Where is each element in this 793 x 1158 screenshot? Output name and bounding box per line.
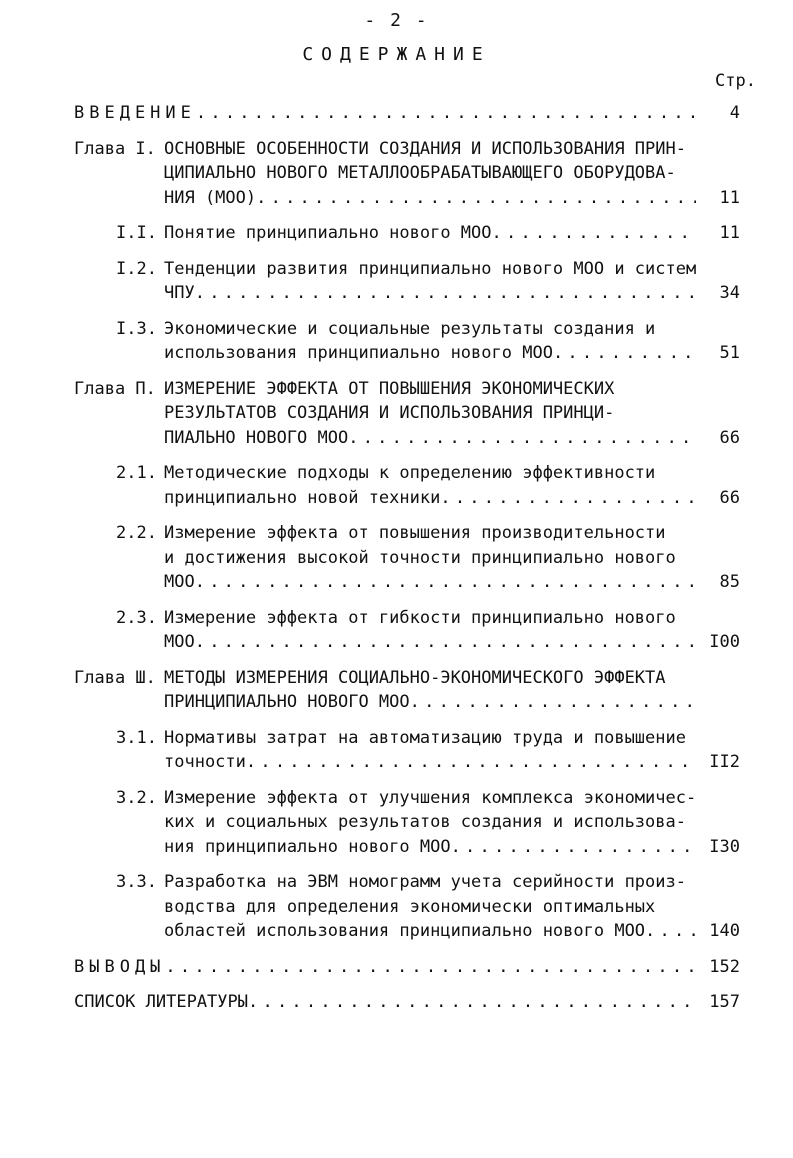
toc-entry-line: Измерение эффекта от повышения производительности [164, 523, 666, 543]
toc-entry-last-line [164, 630, 740, 655]
toc-entry-text [164, 870, 740, 944]
toc-entry-number: I.2. [116, 258, 157, 279]
toc-entry [74, 101, 740, 126]
toc-entry-last-line [164, 750, 740, 775]
toc-entry-line: РЕЗУЛЬТАТОВ СОЗДАНИЯ И ИСПОЛЬЗОВАНИЯ ПРИНЦИ- [164, 403, 615, 423]
toc-entry-page: 34 [719, 283, 740, 303]
dot-leader [492, 221, 696, 246]
dot-leader [348, 426, 696, 451]
toc-entry-line: ких и социальных результатов создания и использова- [164, 812, 686, 832]
toc-entry [74, 521, 740, 595]
toc-entry-text [164, 137, 740, 211]
toc-entry-number: 3.3. [116, 872, 157, 892]
toc-entry [74, 786, 740, 860]
toc-entry-page: I30 [709, 836, 740, 857]
toc-entry [74, 317, 740, 366]
page-column-label: Стр. [715, 71, 756, 91]
dot-leader [196, 101, 696, 126]
toc-entry-text [164, 461, 740, 510]
toc-entry-line: Разработка на ЭВМ номограмм учета серийности произ- [164, 872, 686, 892]
toc-entry-text [164, 666, 740, 715]
toc-entry-page: 140 [709, 921, 740, 941]
dot-leader [195, 281, 696, 306]
toc-entry-heading: ВВЕДЕНИЕ [74, 103, 196, 123]
toc-entry-heading: ВЫВОДЫ [74, 956, 166, 977]
toc-entry-line: ЦИПИАЛЬНО НОВОГО МЕТАЛЛООБРАБАТЫВАЮЩЕГО ОБОРУДОВА- [164, 163, 676, 183]
table-of-contents [74, 101, 740, 1015]
toc-entry-line: ИЗМЕРЕНИЕ ЭФФЕКТА ОТ ПОВЫШЕНИЯ ЭКОНОМИЧЕСКИХ [164, 378, 615, 399]
toc-entry-number: 3.2. [116, 787, 157, 808]
toc-entry-text [164, 726, 740, 775]
toc-entry-last-line [74, 101, 740, 126]
toc-entry-page: 11 [719, 187, 740, 208]
toc-entry-page: 11 [719, 223, 740, 243]
toc-entry-heading: МОО [164, 572, 195, 592]
toc-entry-page: 66 [719, 427, 740, 448]
toc-entry-last-line [74, 990, 740, 1015]
toc-entry [74, 955, 740, 980]
toc-entry-number: 2.1. [116, 463, 157, 483]
toc-entry-number: 2.2. [116, 523, 157, 543]
toc-entry-text [74, 990, 740, 1015]
toc-entry-heading: ния принципиально нового МОО [164, 836, 451, 857]
toc-entry-text [164, 257, 740, 306]
dot-leader [256, 186, 696, 211]
toc-entry-last-line [164, 221, 740, 246]
toc-entry-page: 4 [729, 103, 740, 123]
toc-entry-line: Методические подходы к определению эффективности [164, 463, 656, 483]
toc-entry [74, 606, 740, 655]
toc-entry-heading: ПРИНЦИПИАЛЬНО НОВОГО МОО [164, 692, 410, 712]
toc-entry [74, 990, 740, 1015]
toc-entry-page: 157 [709, 992, 740, 1012]
toc-entry-heading: МОО [164, 632, 195, 652]
toc-entry-line: Экономические и социальные результаты создания и [164, 318, 656, 339]
toc-entry-number: 2.3. [116, 607, 157, 628]
toc-entry-heading: принципиально новой техники [164, 487, 441, 508]
toc-entry-page: 51 [719, 343, 740, 363]
toc-entry-last-line [164, 570, 740, 595]
toc-entry-text [74, 955, 740, 980]
toc-entry-page: 152 [709, 956, 740, 977]
toc-entry-page: I00 [709, 632, 740, 652]
toc-entry [74, 137, 740, 211]
toc-entry [74, 461, 740, 510]
dot-leader [440, 486, 696, 511]
toc-entry-last-line [74, 955, 740, 980]
toc-entry-number: Глава Ш. [74, 667, 156, 688]
toc-title: СОДЕРЖАНИЕ [302, 44, 491, 65]
toc-entry-page: II2 [709, 752, 740, 772]
toc-entry-line: Тенденции развития принципиально нового МОО и систем [164, 258, 697, 279]
toc-entry [74, 221, 740, 246]
dot-leader [165, 955, 696, 980]
toc-entry-text [74, 101, 740, 126]
toc-entry-last-line [164, 835, 740, 860]
toc-entry-number: Глава П. [74, 378, 156, 399]
toc-entry-heading: ЧПУ [164, 283, 195, 303]
toc-entry [74, 666, 740, 715]
toc-entry-text [164, 221, 740, 246]
dot-leader [246, 750, 696, 775]
dot-leader [451, 835, 696, 860]
toc-entry [74, 870, 740, 944]
toc-entry-last-line [164, 690, 740, 715]
toc-entry-page: 85 [719, 572, 740, 592]
toc-entry [74, 377, 740, 451]
toc-entry-line: Измерение эффекта от гибкости принципиально нового [164, 607, 676, 628]
toc-entry-last-line [164, 919, 740, 944]
dot-leader [195, 570, 696, 595]
toc-entry-number: Глава I. [74, 138, 156, 159]
dot-leader [645, 919, 696, 944]
toc-entry [74, 257, 740, 306]
toc-entry-last-line [164, 486, 740, 511]
toc-entry-heading: областей использования принципиально нового МОО [164, 921, 646, 941]
toc-entry-text [164, 521, 740, 595]
toc-entry-last-line [164, 341, 740, 366]
toc-entry-page [696, 690, 740, 715]
toc-entry-number: 3.1. [116, 727, 157, 748]
toc-entry-text [164, 317, 740, 366]
toc-entry-line: ОСНОВНЫЕ ОСОБЕННОСТИ СОЗДАНИЯ И ИСПОЛЬЗОВАНИЯ ПРИН- [164, 138, 686, 159]
toc-entry-heading: использования принципиально нового МОО [164, 343, 553, 363]
dot-leader [195, 630, 696, 655]
toc-entry-line: и достижения высокой точности принципиально нового [164, 547, 676, 568]
toc-entry-heading: ПИАЛЬНО НОВОГО МОО [164, 427, 349, 448]
dot-leader [410, 690, 696, 715]
toc-entry-text [164, 606, 740, 655]
toc-entry [74, 726, 740, 775]
toc-entry-last-line [164, 426, 740, 451]
toc-entry-last-line [164, 281, 740, 306]
toc-entry-line: Измерение эффекта от улучшения комплекса экономичес- [164, 787, 697, 808]
toc-entry-heading: точности [164, 752, 246, 772]
toc-entry-number: I.3. [116, 318, 157, 339]
toc-entry-text [164, 377, 740, 451]
toc-entry-heading: НИЯ (МОО) [164, 187, 257, 208]
page-number: - 2 - [364, 10, 429, 31]
toc-entry-line: водства для определения экономически оптимальных [164, 896, 656, 917]
toc-entry-last-line [164, 186, 740, 211]
dot-leader [553, 341, 696, 366]
dot-leader [248, 990, 696, 1015]
toc-entry-line: Нормативы затрат на автоматизацию труда и повышение [164, 727, 686, 748]
toc-entry-text [164, 786, 740, 860]
toc-entry-page: 66 [719, 487, 740, 508]
toc-entry-number: I.I. [116, 223, 157, 243]
toc-entry-heading: СПИСОК ЛИТЕРАТУРЫ [74, 992, 248, 1012]
toc-entry-heading: Понятие принципиально нового МОО [164, 223, 492, 243]
toc-entry-line: МЕТОДЫ ИЗМЕРЕНИЯ СОЦИАЛЬНО-ЭКОНОМИЧЕСКОГО ЭФФЕКТА [164, 667, 666, 688]
